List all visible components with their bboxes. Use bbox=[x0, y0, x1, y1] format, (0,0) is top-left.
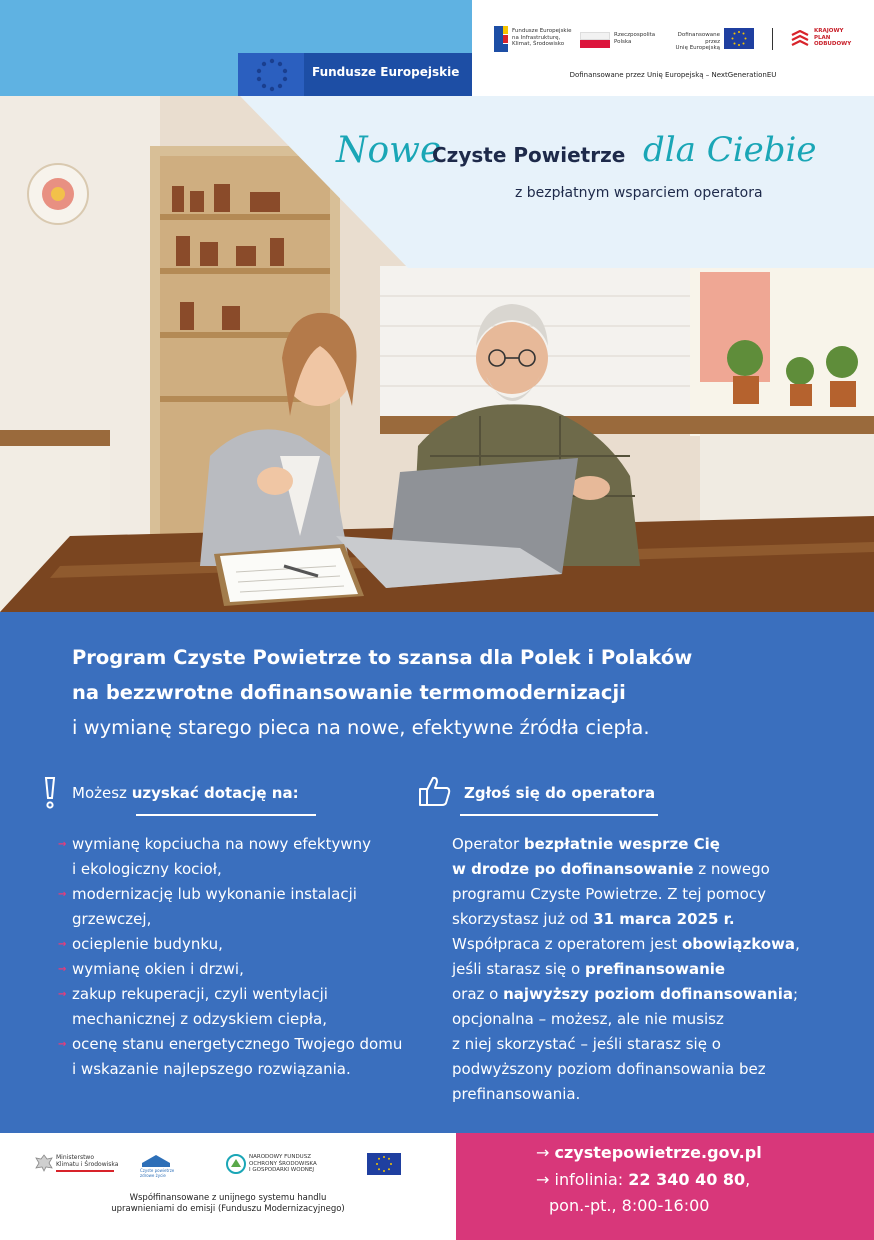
website-link[interactable]: → czystepowietrze.gov.pl bbox=[536, 1143, 762, 1162]
hotline-line: → infolinia: 22 340 40 80, bbox=[536, 1170, 751, 1189]
footer-logos bbox=[0, 1133, 456, 1240]
hero-subtitle: z bezpłatnym wsparciem operatora bbox=[515, 185, 763, 201]
cp-logo-text: Czyste powietrze zdrowe życie bbox=[140, 1168, 175, 1178]
intro-line-2: na bezzwrotne dofinansowanie termomodernizacji bbox=[72, 681, 626, 704]
title-czyste-powietrze: Czyste Powietrze bbox=[432, 143, 626, 167]
list-item: → ocenę stanu energetycznego Twojego domu i wskazanie najlepszego rozwiązania. bbox=[72, 1032, 412, 1082]
poland-flag-icon bbox=[580, 32, 610, 48]
intro-line-1: Program Czyste Powietrze to szansa dla Polek i Polaków bbox=[72, 646, 693, 669]
eu-logo-text: Dofinansowane przez Unię Europejską bbox=[675, 32, 720, 51]
kpo-logo-icon bbox=[791, 30, 809, 48]
hotline-number[interactable]: 22 340 40 80 bbox=[628, 1170, 746, 1189]
info-section bbox=[0, 612, 874, 1133]
left-heading: Możesz uzyskać dotację na: bbox=[72, 784, 299, 802]
list-item: → modernizację lub wykonanie instalacji grzewczej, bbox=[72, 882, 412, 932]
list-item: → zakup rekuperacji, czyli wentylacji mechanicznej z odzyskiem ciepła, bbox=[72, 982, 412, 1032]
logo-divider bbox=[772, 28, 773, 50]
arrow-right-icon: → bbox=[536, 1170, 550, 1189]
eu-stars-icon bbox=[250, 57, 294, 93]
fe-logo-icon bbox=[494, 26, 508, 52]
title-dla-ciebie: dla Ciebie bbox=[643, 130, 817, 170]
thumbs-up-icon bbox=[418, 774, 452, 808]
grant-list bbox=[72, 832, 412, 1082]
office-hours: pon.-pt., 8:00-16:00 bbox=[549, 1196, 710, 1215]
fe-infra-logo-text: Fundusze Europejskie na Infrastrukturę, Klimat, Środowisko bbox=[512, 28, 572, 47]
ministry-logo-text: Ministerstwo Klimatu i Środowiska bbox=[56, 1154, 119, 1168]
title-nowe: Nowe bbox=[336, 130, 442, 171]
fundusze-europejskie-banner bbox=[238, 53, 472, 96]
operator-paragraph: Operator bezpłatnie wesprze Cię w drodze po dofinansowanie z nowego programu Czyste Powietrze. Z tej pomocy skorzystasz już od 31 marca 2025 r. Współpraca z operatorem jest obowiązkowa, jeśli starasz się o prefinansowanie oraz o najwyższy poziom dofinansowania; opcjonalna – możesz, ale nie musisz z niej skorzystać – jeśli starasz się o podwyższony poziom dofinansowania bez prefinansowania. bbox=[452, 835, 800, 1103]
exclamation-icon bbox=[43, 777, 57, 809]
contact-panel bbox=[456, 1133, 874, 1240]
kpo-logo-text: KRAJOWY PLAN ODBUDOWY bbox=[814, 28, 852, 47]
fundusze-europejskie-label: Fundusze Europejskie bbox=[312, 65, 460, 79]
intro-line-3: i wymianę starego pieca na nowe, efektywne źródła ciepła. bbox=[72, 716, 650, 739]
nfosigw-logo-text: NARODOWY FUNDUSZ OCHRONY ŚRODOWISKA I GOSPODARKI WODNEJ bbox=[249, 1154, 317, 1173]
left-heading-underline bbox=[136, 814, 316, 816]
list-item: → wymianę kopciucha na nowy efektywny i ekologiczny kocioł, bbox=[72, 832, 412, 882]
header-caption: Dofinansowane przez Unię Europejską – NextGenerationEU bbox=[569, 71, 777, 79]
right-heading-underline bbox=[460, 814, 658, 816]
hero-photo bbox=[0, 96, 874, 612]
eu-flag-footer-icon bbox=[367, 1153, 401, 1175]
list-item: → ocieplenie budynku, bbox=[72, 932, 412, 957]
intro-text bbox=[72, 640, 832, 745]
eagle-emblem-icon bbox=[34, 1153, 54, 1173]
ministry-logo-rule bbox=[56, 1170, 114, 1172]
arrow-right-icon: → bbox=[536, 1143, 550, 1162]
rp-logo-text: Rzeczpospolita Polska bbox=[614, 32, 656, 45]
right-heading: Zgłoś się do operatora bbox=[464, 784, 656, 802]
eu-flag-icon bbox=[724, 28, 754, 49]
hero-title bbox=[0, 96, 874, 276]
list-item: → wymianę okien i drzwi, bbox=[72, 957, 412, 982]
footer-caption: Współfinansowane z unijnego systemu handlu uprawnieniami do emisji (Funduszu Modernizacyjnego) bbox=[111, 1193, 345, 1214]
cp-house-icon bbox=[140, 1153, 172, 1169]
nfosigw-icon bbox=[226, 1154, 246, 1174]
